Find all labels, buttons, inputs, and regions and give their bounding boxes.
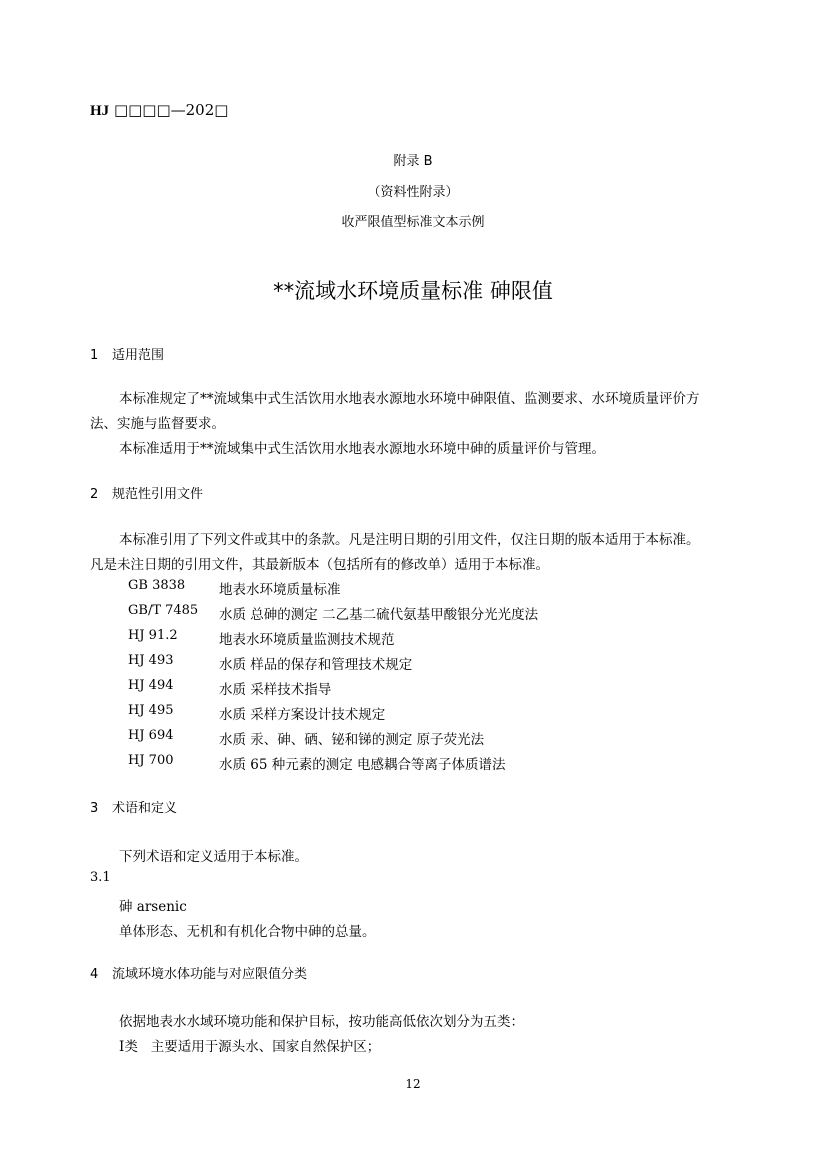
reference-code: HJ 495 <box>128 703 174 718</box>
section-2-heading <box>90 483 203 502</box>
section-3-heading <box>90 797 177 816</box>
section-2-paragraph-line-1: 本标准引用了下列文件或其中的条款。凡是注明日期的引用文件，仅注日期的版本适用于本标准。 <box>119 532 700 548</box>
section-number: 4 <box>90 967 99 982</box>
term-number: 3.1 <box>90 870 111 885</box>
section-number: 3 <box>90 801 99 816</box>
section-number: 2 <box>90 487 99 502</box>
section-1-heading <box>90 344 164 363</box>
reference-code: GB/T 7485 <box>128 603 199 618</box>
reference-code: HJ 91.2 <box>128 628 178 643</box>
document-code <box>90 101 228 120</box>
reference-code: HJ 494 <box>128 678 174 693</box>
reference-title: 水质 采样方案设计技术规定 <box>219 707 386 723</box>
section-title: 适用范围 <box>112 348 165 363</box>
section-2-paragraph-line-2: 凡是未注日期的引用文件，其最新版本（包括所有的修改单）适用于本标准。 <box>90 557 549 573</box>
class-1-label: Ⅰ类 <box>119 1039 138 1055</box>
reference-title: 水质 总砷的测定 二乙基二硫代氨基甲酸银分光光度法 <box>219 607 539 623</box>
page-number: 12 <box>405 1077 421 1091</box>
reference-title: 水质 样品的保存和管理技术规定 <box>219 657 413 673</box>
reference-title: 水质 汞、砷、硒、铋和锑的测定 原子荧光法 <box>219 732 485 748</box>
section-4-heading <box>90 963 307 982</box>
section-4-paragraph: 依据地表水水域环境功能和保护目标，按功能高低依次划分为五类： <box>119 1014 524 1030</box>
section-1-paragraph-2: 本标准适用于**流域集中式生活饮用水地表水源地水环境中砷的质量评价与管理。 <box>119 441 605 457</box>
section-number: 1 <box>90 348 99 363</box>
section-3-paragraph: 下列术语和定义适用于本标准。 <box>119 849 308 865</box>
reference-code: HJ 694 <box>128 728 174 743</box>
appendix-title: 收严限值型标准文本示例 <box>341 215 485 230</box>
class-1-line <box>119 1035 380 1055</box>
main-title: **流域水环境质量标准 砷限值 <box>273 279 553 303</box>
section-title: 规范性引用文件 <box>112 487 204 502</box>
term-english: arsenic <box>136 899 187 915</box>
reference-title: 水质 采样技术指导 <box>219 682 332 698</box>
class-1-text: 主要适用于源头水、国家自然保护区； <box>150 1039 381 1055</box>
reference-code: HJ 700 <box>128 753 174 768</box>
reference-code: HJ 493 <box>128 653 174 668</box>
reference-code: GB 3838 <box>128 578 186 593</box>
section-1-paragraph-1-line-2: 法、实施与监督要求。 <box>90 416 225 432</box>
reference-title: 地表水环境质量监测技术规范 <box>219 632 395 648</box>
appendix-label: 附录 B <box>393 154 433 169</box>
appendix-type: （资料性附录） <box>367 185 459 200</box>
section-title: 流域环境水体功能与对应限值分类 <box>112 967 308 982</box>
reference-title: 水质 65 种元素的测定 电感耦合等离子体质谱法 <box>219 757 506 773</box>
code-prefix: HJ <box>90 103 110 119</box>
code-rest: □□□□—202□ <box>113 101 229 119</box>
term-heading <box>119 895 187 915</box>
term-definition: 单体形态、无机和有机化合物中砷的总量。 <box>119 924 376 940</box>
reference-title: 地表水环境质量标准 <box>219 582 341 598</box>
term-chinese: 砷 <box>119 899 133 915</box>
section-title: 术语和定义 <box>112 801 178 816</box>
section-1-paragraph-1-line-1: 本标准规定了**流域集中式生活饮用水地表水源地水环境中砷限值、监测要求、水环境质量评价方 <box>119 391 700 407</box>
